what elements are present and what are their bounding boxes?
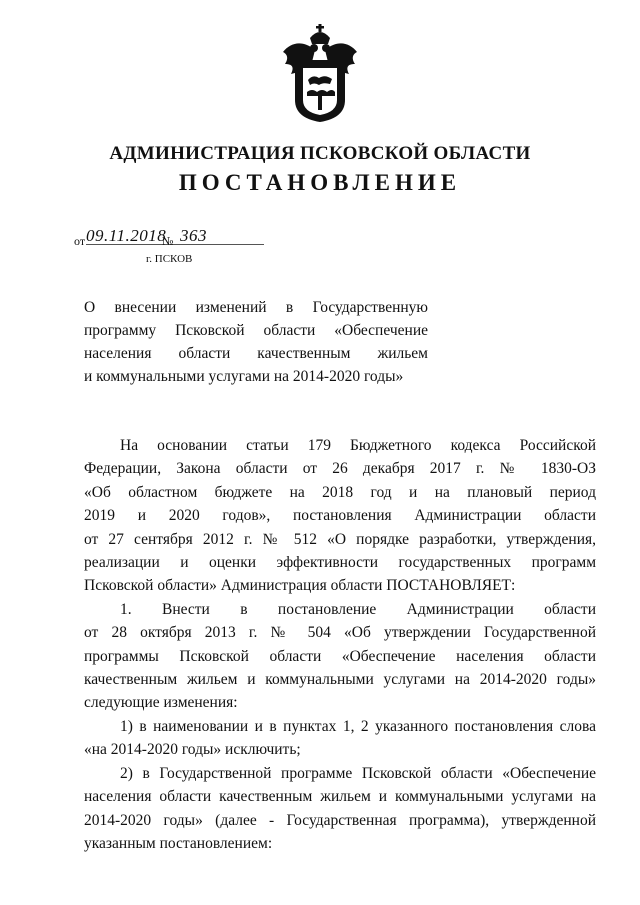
body-line: «на 2014-2020 годы» исключить; <box>84 741 301 759</box>
organization-title: АДМИНИСТРАЦИЯ ПСКОВСКОЙ ОБЛАСТИ <box>109 143 531 164</box>
document-type: ПОСТАНОВЛЕНИЕ <box>178 170 462 195</box>
body-line: Федерации, Закона области от 26 декабря 2017 г. № 1830-ОЗ <box>84 460 596 478</box>
body-line: «Об областном бюджете на 2018 год и на плановый период <box>84 483 596 501</box>
document-number: 363 <box>180 226 207 245</box>
body-line: от 28 октября 2013 г. № 504 «Об утверждении Государственной <box>84 624 596 642</box>
date-prefix: от <box>74 234 86 248</box>
body-line: 1) в наименовании и в пунктах 1, 2 указанного постановления слова <box>120 717 596 735</box>
city: г. ПСКОВ <box>146 253 193 265</box>
number-prefix: № <box>162 234 174 248</box>
body-line: качественным жильем и коммунальными услугами на 2014-2020 годы» <box>84 671 596 689</box>
body-line: следующие изменения: <box>84 694 238 712</box>
body-line: от 27 сентября 2012 г. № 512 «О порядке разработки, утверждения, <box>84 530 596 548</box>
document-date: 09.11.2018 <box>86 226 167 245</box>
subject-line: и коммунальными услугами на 2014-2020 годы» <box>84 368 404 385</box>
body-line: программы Псковской области «Обеспечение населения области <box>84 647 596 665</box>
body-line: На основании статьи 179 Бюджетного кодекса Российской <box>120 437 596 454</box>
body-line: 2) в Государственной программе Псковской области «Обеспечение <box>120 764 596 782</box>
body-line: Псковской области» Администрация области ПОСТАНОВЛЯЕТ: <box>84 577 516 595</box>
document-subject <box>84 296 428 388</box>
body-line: 1. Внести в постановление Администрации области <box>120 600 596 618</box>
body-line: населения области качественным жильем и коммунальными услугами на <box>84 788 596 806</box>
subject-line: О внесении изменений в Государственную <box>84 299 428 316</box>
document-body <box>84 434 596 855</box>
body-line: 2019 и 2020 годов», постановления Администрации области <box>84 507 596 525</box>
date-number-line <box>74 228 264 248</box>
subject-line: программу Псковской области «Обеспечение <box>84 322 428 339</box>
body-line: указанным постановлением: <box>84 834 273 852</box>
body-line: 2014-2020 годы» (далее - Государственная программа), утвержденной <box>84 811 596 829</box>
subject-line: населения области качественным жильем <box>84 345 428 362</box>
body-line: реализации и оценки эффективности государственных программ <box>84 554 596 572</box>
coat-of-arms-icon <box>277 22 363 124</box>
